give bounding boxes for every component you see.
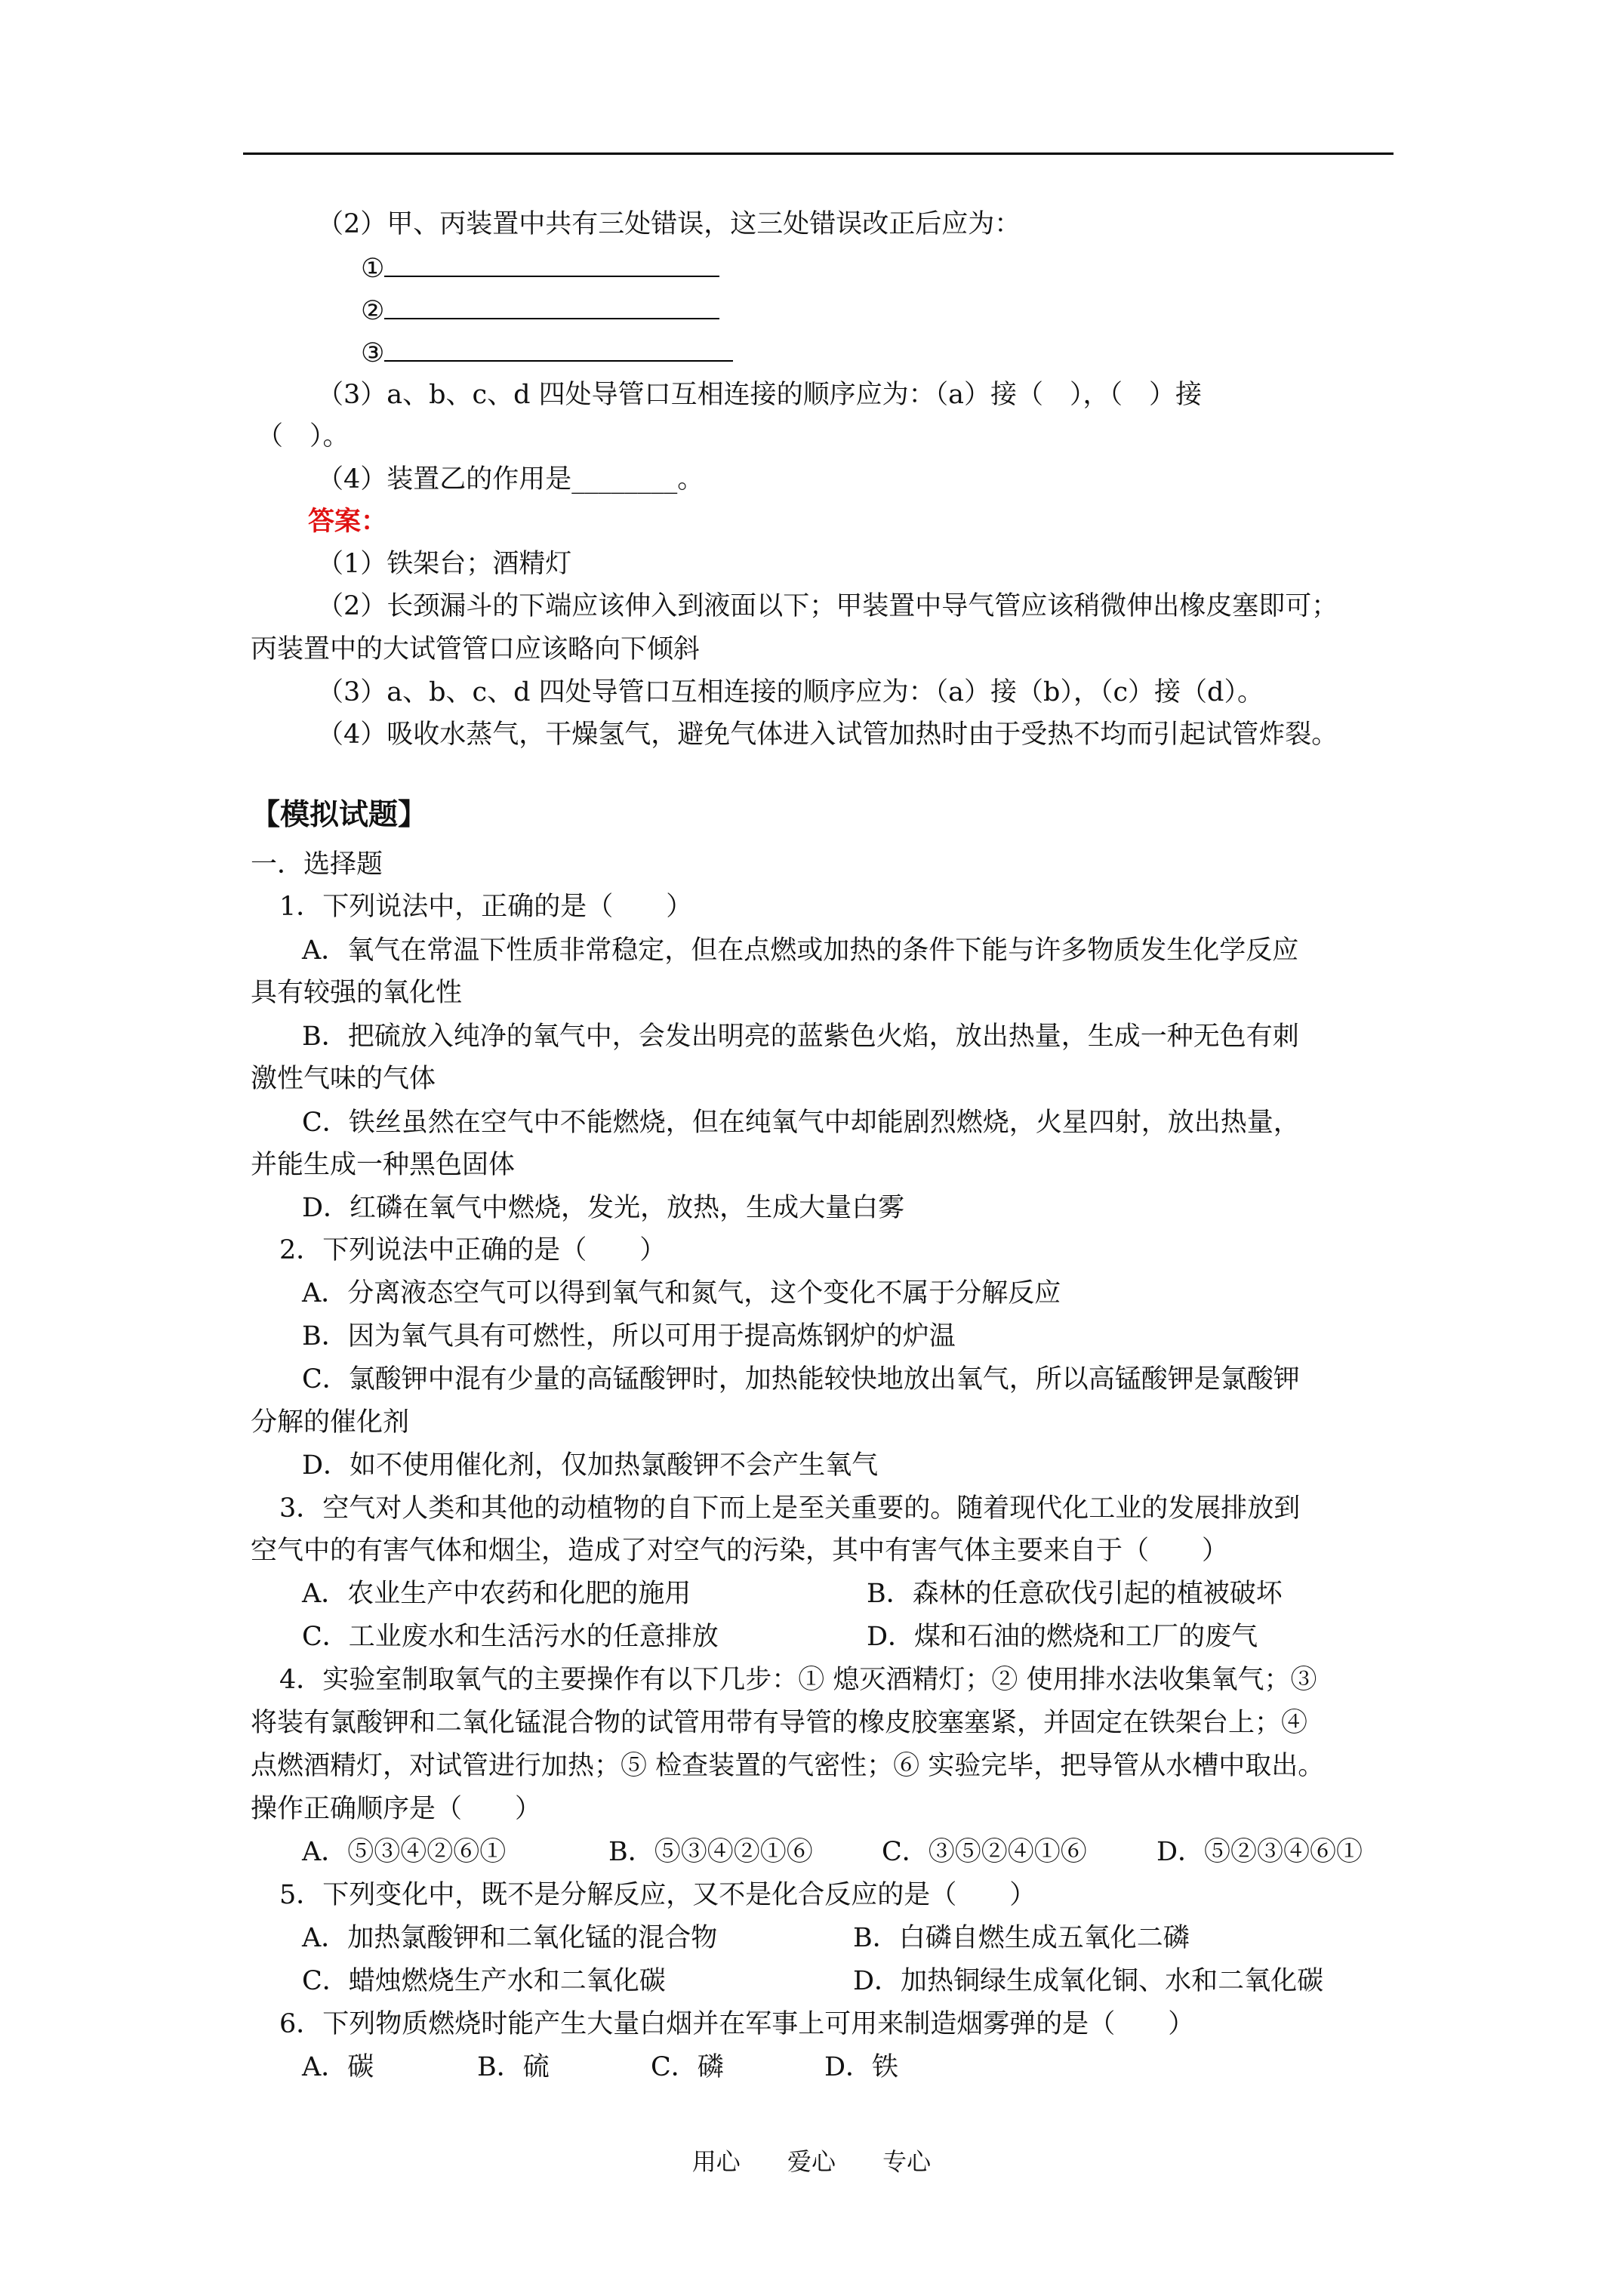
footer-word-3: 专心 bbox=[882, 2147, 932, 2176]
q-part-3-line1: （3）a、b、c、d 四处导管口互相连接的顺序应为：（a）接（ ），（ ）接 bbox=[317, 380, 1203, 410]
q4-option-c: C．③⑤②④①⑥ bbox=[882, 1837, 1087, 1867]
q6-option-a: A．碳 bbox=[302, 2052, 374, 2082]
header-rule bbox=[243, 153, 1394, 155]
q3-option-a: A．农业生产中农药和化肥的施用 bbox=[302, 1579, 691, 1609]
q3-stem-line2: 空气中的有害气体和烟尘，造成了对空气的污染，其中有害气体主要来自于（ ） bbox=[251, 1536, 1229, 1566]
q1-option-b-line1: B．把硫放入纯净的氧气中，会发出明亮的蓝紫色火焰，放出热量，生成一种无色有刺 bbox=[302, 1022, 1299, 1052]
q2-option-b: B．因为氧气具有可燃性，所以可用于提高炼钢炉的炉温 bbox=[302, 1321, 956, 1351]
q1-option-a-line2: 具有较强的氧化性 bbox=[251, 978, 463, 1008]
blank-1: ① bbox=[361, 251, 719, 286]
q6-stem: 6．下列物质燃烧时能产生大量白烟并在军事上可用来制造烟雾弹的是（ ） bbox=[279, 2009, 1195, 2039]
section-title: 【模拟试题】 bbox=[251, 797, 428, 832]
q2-stem: 2．下列说法中正确的是（ ） bbox=[279, 1235, 667, 1265]
q3-option-d: D．煤和石油的燃烧和工厂的废气 bbox=[867, 1622, 1258, 1652]
q5-option-a: A．加热氯酸钾和二氧化锰的混合物 bbox=[302, 1923, 718, 1953]
q-part-2: （2）甲、丙装置中共有三处错误，这三处错误改正后应为： bbox=[317, 209, 1021, 239]
q1-option-b-line2: 激性气味的气体 bbox=[251, 1064, 436, 1094]
q2-option-c-line2: 分解的催化剂 bbox=[251, 1407, 410, 1438]
q3-stem-line1: 3．空气对人类和其他的动植物的自下而上是至关重要的。随着现代化工业的发展排放到 bbox=[279, 1493, 1301, 1524]
footer-word-2: 爱心 bbox=[787, 2147, 836, 2176]
q1-option-c-line2: 并能生成一种黑色固体 bbox=[251, 1150, 516, 1180]
q6-option-d: D．铁 bbox=[824, 2052, 899, 2082]
q4-option-d: D．⑤②③④⑥① bbox=[1156, 1837, 1363, 1867]
q1-stem: 1．下列说法中，正确的是（ ） bbox=[279, 892, 693, 922]
q1-option-d: D．红磷在氧气中燃烧，发光，放热，生成大量白雾 bbox=[302, 1193, 905, 1223]
q3-option-b: B．森林的任意砍伐引起的植被破坏 bbox=[867, 1579, 1283, 1609]
q-part-4: （4）装置乙的作用是________。 bbox=[317, 464, 704, 495]
section-subtitle: 一．选择题 bbox=[251, 849, 383, 880]
q2-option-c-line1: C．氯酸钾中混有少量的高锰酸钾时，加热能较快地放出氧气，所以高锰酸钾是氯酸钾 bbox=[302, 1364, 1300, 1395]
blank-3: ③ bbox=[361, 336, 733, 371]
q4-option-b: B．⑤③④②①⑥ bbox=[608, 1837, 813, 1867]
page-footer bbox=[0, 2143, 1623, 2177]
answer-4: （4）吸收水蒸气，干燥氢气，避免气体进入试管加热时由于受热不均而引起试管炸裂。 bbox=[317, 720, 1338, 750]
q4-stem-line4: 操作正确顺序是（ ） bbox=[251, 1794, 542, 1824]
answer-label: 答案： bbox=[308, 506, 388, 537]
q1-option-a-line1: A．氧气在常温下性质非常稳定，但在点燃或加热的条件下能与许多物质发生化学反应 bbox=[302, 935, 1299, 966]
q6-option-b: B．硫 bbox=[477, 2052, 550, 2082]
q4-stem-line2: 将装有氯酸钾和二氧化锰混合物的试管用带有导管的橡皮胶塞塞紧，并固定在铁架台上；④ bbox=[251, 1708, 1308, 1738]
q6-option-c: C．磷 bbox=[651, 2052, 724, 2082]
q1-option-c-line1: C．铁丝虽然在空气中不能燃烧，但在纯氧气中却能剧烈燃烧，火星四射，放出热量， bbox=[302, 1108, 1300, 1138]
q2-option-a: A．分离液态空气可以得到氧气和氮气，这个变化不属于分解反应 bbox=[302, 1278, 1061, 1308]
q5-option-d: D．加热铜绿生成氧化铜、水和二氧化碳 bbox=[853, 1966, 1324, 1996]
answer-2-line1: （2）长颈漏斗的下端应该伸入到液面以下；甲装置中导气管应该稍微伸出橡皮塞即可； bbox=[317, 591, 1338, 621]
blank-2: ② bbox=[361, 294, 719, 328]
q5-option-c: C．蜡烛燃烧生产水和二氧化碳 bbox=[302, 1966, 666, 1996]
q4-stem-line1: 4．实验室制取氧气的主要操作有以下几步：① 熄灭酒精灯；② 使用排水法收集氧气；③ bbox=[279, 1665, 1317, 1695]
answer-2-line2: 丙装置中的大试管管口应该略向下倾斜 bbox=[251, 634, 701, 664]
q5-stem: 5．下列变化中，既不是分解反应，又不是化合反应的是（ ） bbox=[279, 1880, 1036, 1910]
q-part-3-line2: （ ）。 bbox=[257, 421, 350, 451]
footer-word-1: 用心 bbox=[691, 2147, 741, 2176]
answer-1: （1）铁架台；酒精灯 bbox=[317, 549, 572, 579]
q4-stem-line3: 点燃酒精灯，对试管进行加热；⑤ 检查装置的气密性；⑥ 实验完毕，把导管从水槽中取出。 bbox=[251, 1751, 1325, 1781]
q2-option-d: D．如不使用催化剂，仅加热氯酸钾不会产生氧气 bbox=[302, 1450, 879, 1481]
q5-option-b: B．白磷自燃生成五氧化二磷 bbox=[853, 1923, 1190, 1953]
answer-3: （3）a、b、c、d 四处导管口互相连接的顺序应为：（a）接（b），（c）接（d）。 bbox=[317, 677, 1264, 707]
q3-option-c: C．工业废水和生活污水的任意排放 bbox=[302, 1622, 719, 1652]
q4-option-a: A．⑤③④②⑥① bbox=[302, 1837, 507, 1867]
